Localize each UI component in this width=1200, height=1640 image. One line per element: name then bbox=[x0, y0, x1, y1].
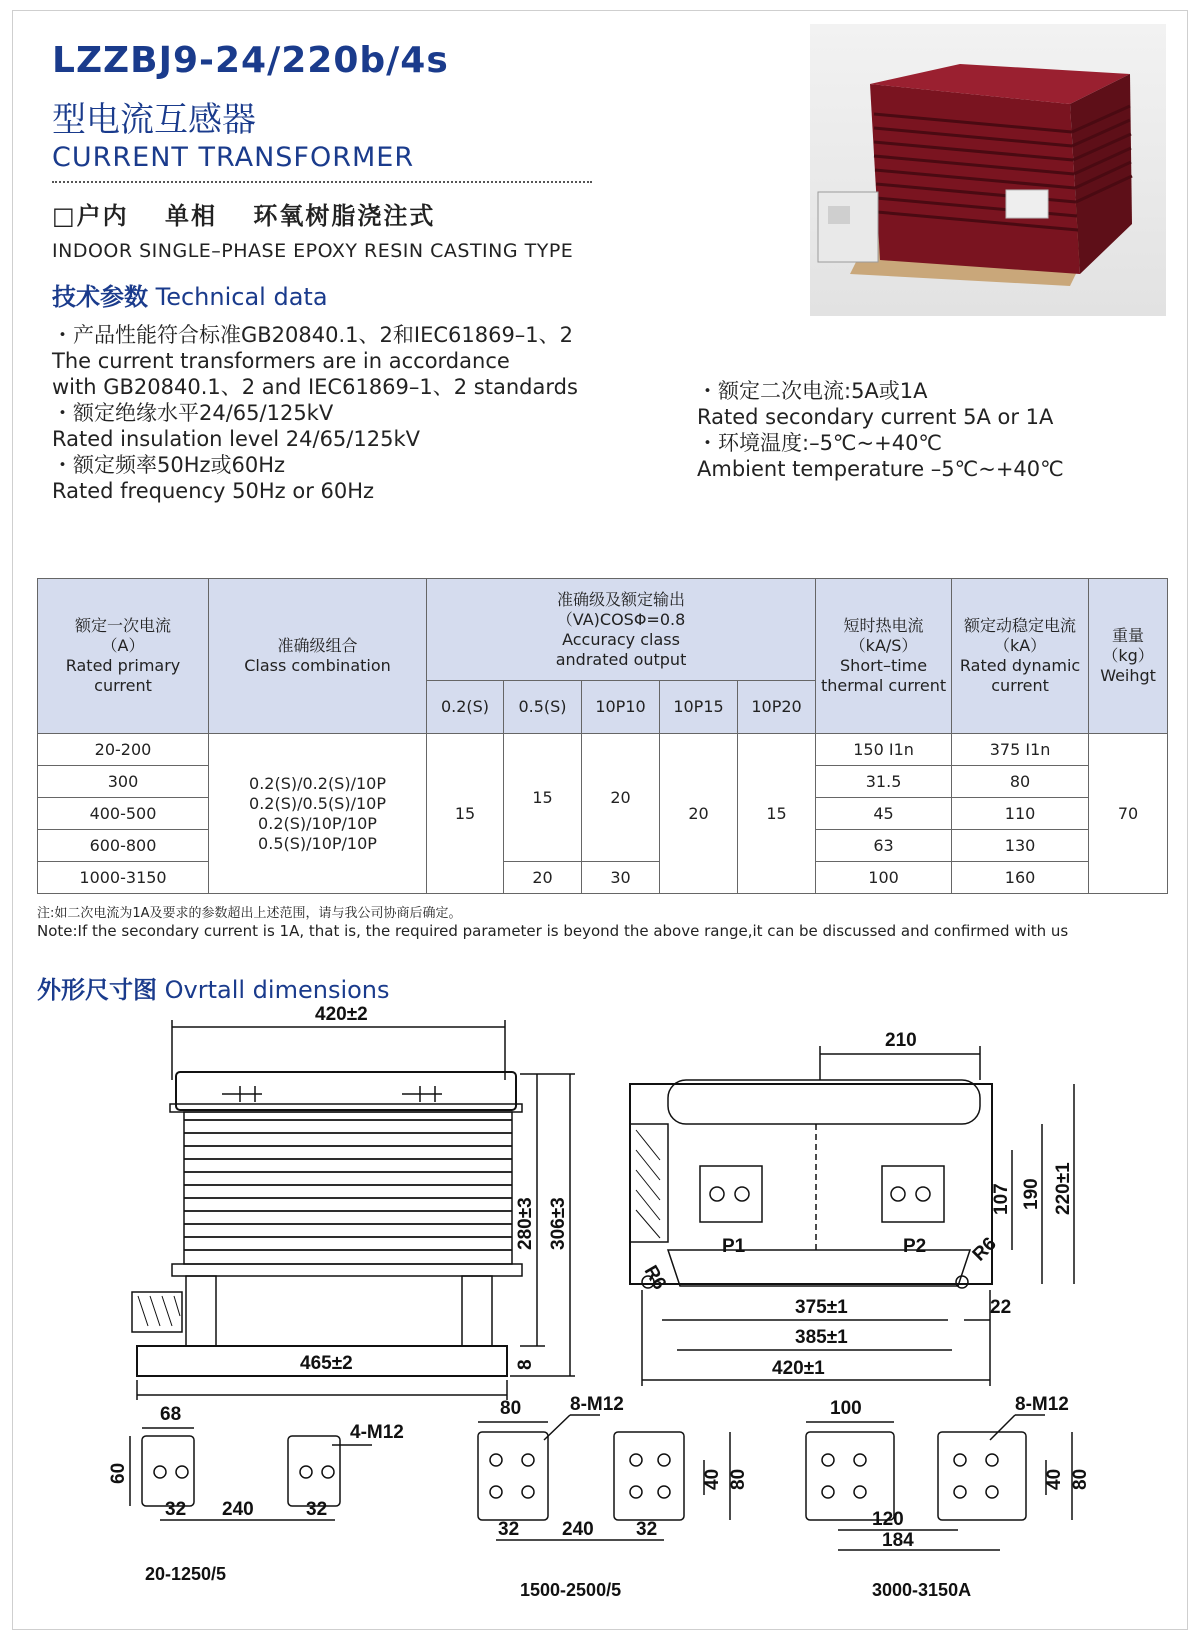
dim-c-gap1: 120 bbox=[872, 1509, 904, 1530]
cell-primary: 20-200 bbox=[38, 734, 209, 766]
spec-line: ・产品性能符合标准GB20840.1、2和IEC61869–1、2 bbox=[52, 323, 574, 347]
cell-thermal: 150 I1n bbox=[816, 734, 952, 766]
side-view bbox=[132, 1020, 575, 1400]
dim-a-w: 68 bbox=[160, 1404, 182, 1425]
cell-05s: 20 bbox=[504, 862, 582, 894]
dim-front-w4: 420±1 bbox=[772, 1358, 825, 1379]
header-accuracy-class: 准确级及额定输出 （VA)COSΦ=0.8 Accuracy class andrated output bbox=[427, 579, 816, 681]
label-p1: P1 bbox=[722, 1236, 746, 1257]
cell-thermal: 63 bbox=[816, 830, 952, 862]
cell-05s: 15 bbox=[504, 734, 582, 862]
cell-primary: 400-500 bbox=[38, 798, 209, 830]
cell-dynamic: 130 bbox=[952, 830, 1089, 862]
caption-c: 3000-3150A bbox=[872, 1580, 972, 1600]
cell-10p15: 20 bbox=[660, 734, 738, 894]
dim-a-h: 60 bbox=[108, 1462, 129, 1484]
dim-b-gap: 240 bbox=[562, 1519, 594, 1540]
subheader-05s: 0.5(S) bbox=[504, 681, 582, 734]
type-cn: □户内 单相 环氧树脂浇注式 bbox=[52, 202, 436, 230]
dim-front-h1: 107 bbox=[991, 1183, 1012, 1215]
dim-side-h2: 306±3 bbox=[548, 1197, 569, 1250]
front-view bbox=[630, 1046, 1074, 1386]
dim-a-d2: 32 bbox=[306, 1499, 328, 1520]
spec-line: Rated insulation level 24/65/125kV bbox=[52, 427, 420, 451]
spec-line: ・额定频率50Hz或60Hz bbox=[52, 453, 286, 477]
cell-primary: 600-800 bbox=[38, 830, 209, 862]
product-name-cn: 型电流互感器 bbox=[52, 100, 256, 140]
cell-10p10: 30 bbox=[582, 862, 660, 894]
spec-line: Rated frequency 50Hz or 60Hz bbox=[52, 479, 375, 503]
cell-dynamic: 160 bbox=[952, 862, 1089, 894]
cell-dynamic: 110 bbox=[952, 798, 1089, 830]
note-en: Note:If the secondary current is 1A, that is, the required parameter is beyond the above range,it can be discussed and confirmed with us bbox=[37, 922, 1069, 940]
dim-b-bolt: 8-M12 bbox=[570, 1394, 624, 1415]
cell-10p10: 20 bbox=[582, 734, 660, 862]
tech-title-cn: 技术参数 bbox=[52, 283, 148, 311]
header-dynamic-current: 额定动稳定电流 （kA） Rated dynamic current bbox=[952, 579, 1089, 734]
dim-front-w1: 375±1 bbox=[795, 1297, 848, 1318]
cell-dynamic: 80 bbox=[952, 766, 1089, 798]
dim-b-h2: 80 bbox=[728, 1468, 749, 1490]
header-thermal-current: 短时热电流 （kA/S） Short–time thermal current bbox=[816, 579, 952, 734]
dim-front-h2: 190 bbox=[1021, 1178, 1042, 1210]
dim-front-w3: 385±1 bbox=[795, 1327, 848, 1348]
model-title: LZZBJ9-24/220b/4s bbox=[52, 40, 449, 81]
dim-a-d1: 32 bbox=[165, 1499, 187, 1520]
spec-line: ・额定绝缘水平24/65/125kV bbox=[52, 401, 334, 425]
note-cn: 注:如二次电流为1A及要求的参数超出上述范围，请与我公司协商后确定。 bbox=[37, 906, 462, 921]
dim-title-cn: 外形尺寸图 bbox=[37, 976, 157, 1004]
header-primary-current: 额定一次电流 （A） Rated primary current bbox=[38, 579, 209, 734]
dim-c-h2: 80 bbox=[1070, 1468, 1091, 1490]
cell-weight: 70 bbox=[1089, 734, 1168, 894]
dim-c-h1: 40 bbox=[1044, 1468, 1065, 1490]
dim-c-gap2: 184 bbox=[882, 1530, 914, 1551]
terminal-drawings bbox=[130, 1415, 1072, 1550]
spec-line: ・环境温度:–5℃~+40℃ bbox=[697, 431, 943, 455]
subheader-02s: 0.2(S) bbox=[427, 681, 504, 734]
dim-a-bolt: 4-M12 bbox=[350, 1422, 404, 1443]
dim-front-top: 210 bbox=[885, 1030, 917, 1051]
cell-primary: 300 bbox=[38, 766, 209, 798]
bolt-holes bbox=[154, 1187, 998, 1498]
tech-title-en: Technical data bbox=[155, 283, 328, 311]
caption-a: 20-1250/5 bbox=[145, 1564, 227, 1584]
dim-c-w: 100 bbox=[830, 1398, 862, 1419]
header-weight: 重量 （kg） Weihgt bbox=[1089, 579, 1168, 734]
dim-b-d1: 32 bbox=[498, 1519, 520, 1540]
cell-02s: 15 bbox=[427, 734, 504, 894]
spec-line: with GB20840.1、2 and IEC61869–1、2 standards bbox=[52, 375, 578, 399]
dim-side-h1: 280±3 bbox=[515, 1197, 536, 1250]
dim-b-w: 80 bbox=[500, 1398, 522, 1419]
dim-front-w2: 22 bbox=[990, 1297, 1012, 1318]
spec-line: ・额定二次电流:5A或1A bbox=[697, 379, 928, 403]
cell-10p20: 15 bbox=[738, 734, 816, 894]
dim-title-en: Ovrtall dimensions bbox=[164, 976, 390, 1004]
product-name-en: CURRENT TRANSFORMER bbox=[52, 142, 415, 173]
header-class-combination: 准确级组合 Class combination bbox=[209, 579, 427, 734]
label-r-right: R6 bbox=[968, 1233, 1001, 1266]
dim-side-top: 420±2 bbox=[315, 1004, 368, 1025]
cell-primary: 1000-3150 bbox=[38, 862, 209, 894]
cell-thermal: 31.5 bbox=[816, 766, 952, 798]
type-en: INDOOR SINGLE–PHASE EPOXY RESIN CASTING TYPE bbox=[52, 240, 574, 262]
dim-side-small: 8 bbox=[515, 1359, 536, 1370]
subheader-10p10: 10P10 bbox=[582, 681, 660, 734]
caption-b: 1500-2500/5 bbox=[520, 1580, 622, 1600]
cell-dynamic: 375 I1n bbox=[952, 734, 1089, 766]
dim-b-d2: 32 bbox=[636, 1519, 658, 1540]
spec-line: Rated secondary current 5A or 1A bbox=[697, 405, 1054, 429]
dim-front-h3: 220±1 bbox=[1053, 1162, 1074, 1215]
label-p2: P2 bbox=[903, 1236, 927, 1257]
subheader-10p20: 10P20 bbox=[738, 681, 816, 734]
spec-line: The current transformers are in accordance bbox=[52, 349, 510, 373]
subheader-10p15: 10P15 bbox=[660, 681, 738, 734]
dim-b-h1: 40 bbox=[702, 1468, 723, 1490]
cell-thermal: 100 bbox=[816, 862, 952, 894]
cell-thermal: 45 bbox=[816, 798, 952, 830]
label-r-left: R6 bbox=[639, 1262, 671, 1294]
dim-c-bolt: 8-M12 bbox=[1015, 1394, 1069, 1415]
dim-side-bottom: 465±2 bbox=[300, 1353, 353, 1374]
dim-a-gap: 240 bbox=[222, 1499, 254, 1520]
spec-line: Ambient temperature –5℃~+40℃ bbox=[697, 457, 1064, 481]
cell-class-combos: 0.2(S)/0.2(S)/10P 0.2(S)/0.5(S)/10P 0.2(S)/10P/10P 0.5(S)/10P/10P bbox=[209, 734, 427, 894]
